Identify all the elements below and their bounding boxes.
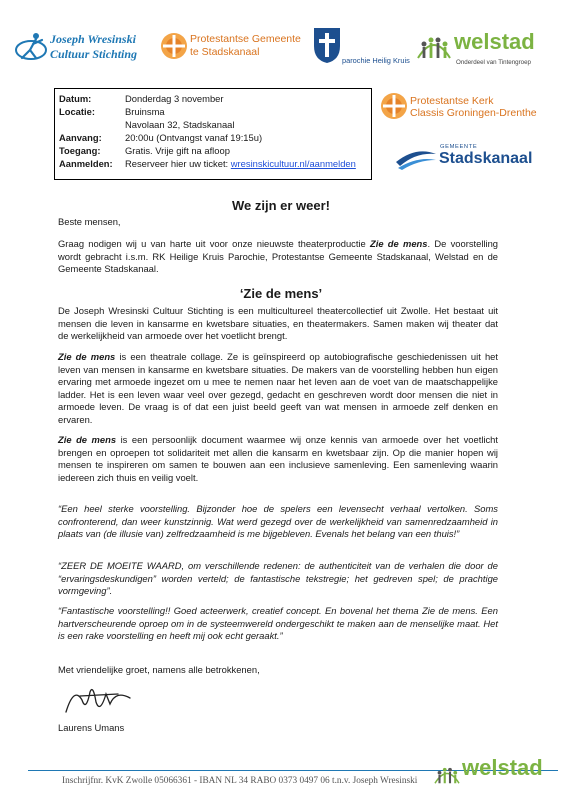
welstad-wordmark: welstad [454, 29, 535, 54]
gs-logo-name: Stadskanaal [439, 150, 533, 167]
aanmelden-link[interactable]: wresinskicultuur.nl/aanmelden [230, 158, 356, 169]
aanmelden-value: Reserveer hier uw ticket: [125, 158, 231, 169]
locatie-value-1: Bruinsma [125, 106, 165, 117]
pg-logo-line1: Protestantse Gemeente [190, 33, 301, 45]
quote-3: “Fantastische voorstelling!! Goed acteerwerk, creatief concept. En bovenal het thema Zie de mens. Een hartverscheurende oproep om in de systeemwereld ondergeschikt te maken aan de menselijke maat. Het is een rake voorstelling en heeft mij ook echt geraakt.” [58, 605, 498, 642]
cross-shield-icon [312, 26, 342, 64]
jw-logo-line2: Cultuur Stichting [50, 47, 138, 61]
heading-we-zijn-er-weer: We zijn er weer! [231, 198, 330, 213]
quote-1: “Een heel sterke voorstelling. Bijzonder hoe de spelers een levensecht verhaal vertolken. Soms confronterend, dan weer kunstzinnig. Wat werd gezegd over de werkelijkheid van samenredzaamheid in plaats van (de illusie van) zelfredzaamheid is me bijgebleven. Evenals het belang van een thuis!” [58, 503, 498, 540]
paragraph-about: De Joseph Wresinski Cultuur Stichting is een multicultureel theatercollectief uit Zwolle. Het bestaat uit mensen die leven in kansarme en kwetsbare situaties, en theatermakers. Samen maken wij theater dat de werkelijkheid van armoede over het voetlicht brengt. [58, 305, 498, 342]
closing-line: Met vriendelijke groet, namens alle betrokkenen, [58, 664, 260, 675]
aanvang-value: 20:00u (Ontvangst vanaf 19:15u) [125, 132, 263, 143]
locatie-label: Locatie: [59, 106, 95, 117]
event-info-box [54, 88, 372, 180]
info-row-toegang [59, 145, 230, 157]
gemeente-stadskanaal-logo [394, 142, 554, 174]
p1-end: . De voorstelling wordt gebracht i.s.m. RK Heilige Kruis Parochie, Protestantse Gemeente Stadskanaal, Welstad en de Gemeente Stadskanaal. [58, 238, 499, 275]
greeting: Beste mensen, [58, 216, 121, 227]
heading-zie-de-mens: ‘Zie de mens’ [239, 286, 323, 301]
sun-cross-icon [160, 32, 188, 60]
title-emphasis: Zie de mens [370, 238, 428, 249]
datum-value: Donderdag 3 november [125, 93, 224, 104]
p4-text: is een persoonlijk document waarmee wij onze kennis van armoede over het voetlicht brengen en oproepen tot solidariteit met allen die kansarm en kwetsbaar zijn. Op die manier hopen wij mensen te inspireren om samen te bouwen aan een inclusieve samenleving. Een samenleving waarin iedereen zich thuis en veilig voelt. [58, 434, 499, 483]
welstad-subtitle: Onderdeel van Tintengroep [456, 59, 531, 66]
title-emphasis: Zie de mens [58, 351, 116, 362]
people-circle-icon [414, 30, 454, 64]
hk-logo-text: parochie Heilig Kruis [342, 56, 410, 65]
p3-text: is een theatrale collage. Ze is geïnspireerd op autobiografische geschiedenissen uit het leven van mensen in kansarme en kwetsbare situaties. De makers van de voorstelling hebben hun eigen ervaring met armoede ingezet om u mee te nemen naar het leven aan de voet van de maatschappelijke ladder. Het is een leven waar veel over gezegd, gedacht en geschreven wordt door mensen die niet in armoede leven. De vraag is of dat een juist beeld geeft van wat mensen in armoede zelf denken en ervaren. [58, 351, 499, 425]
info-row-aanmelden [59, 158, 356, 170]
datum-label: Datum: [59, 93, 92, 104]
handwritten-signature [60, 682, 140, 718]
toegang-value: Gratis. Vrije gift na afloop [125, 145, 230, 156]
info-row-locatie [59, 106, 165, 118]
quote-2: “ZEER DE MOEITE WAARD, om verschillende redenen: de authenticiteit van de verhalen die door de “ervaringsdeskundigen” worden verteld; de fantastische tekstregie; het gedreven spel; de prachtige vormgeving”. [58, 560, 498, 597]
people-circle-icon [432, 760, 462, 790]
dancer-figure-icon [14, 30, 48, 64]
p1-start: Graag nodigen wij u van harte uit voor onze nieuwste theaterproductie [58, 238, 371, 249]
protestantse-gemeente-logo [160, 30, 310, 66]
protestantse-kerk-logo [380, 92, 556, 122]
joseph-wresinski-logo [14, 30, 154, 66]
info-row-locatie-address [59, 119, 234, 131]
aanmelden-label: Aanmelden: [59, 158, 113, 169]
locatie-value-2: Navolaan 32, Stadskanaal [125, 119, 235, 130]
aanvang-label: Aanvang: [59, 132, 102, 143]
wave-swoosh-icon [394, 144, 438, 170]
welstad-logo [414, 28, 554, 72]
pk-logo-line2: Classis Groningen-Drenthe [410, 107, 537, 119]
footer-welstad-logo [432, 756, 558, 794]
pk-logo-line1: Protestantse Kerk [410, 95, 494, 107]
footer-registration: Inschrijfnr. KvK Zwolle 05066361 - IBAN NL 34 RABO 0373 0497 06 t.n.v. Joseph Wresinski [62, 776, 418, 786]
title-emphasis: Zie de mens [58, 434, 117, 445]
pg-logo-line2: te Stadskanaal [190, 46, 260, 58]
paragraph-document [58, 434, 498, 484]
sun-cross-icon [380, 92, 408, 120]
jw-logo-line1: Joseph Wresinski [50, 32, 136, 46]
heilig-kruis-logo [312, 26, 414, 70]
info-row-datum [59, 93, 224, 105]
signer-name: Laurens Umans [58, 722, 125, 733]
paragraph-invitation [58, 238, 498, 276]
info-row-aanvang [59, 132, 262, 144]
gs-logo-small: GEMEENTE [440, 144, 478, 150]
paragraph-collage [58, 351, 498, 427]
footer-welstad-wordmark: welstad [462, 755, 543, 780]
toegang-label: Toegang: [59, 145, 101, 156]
